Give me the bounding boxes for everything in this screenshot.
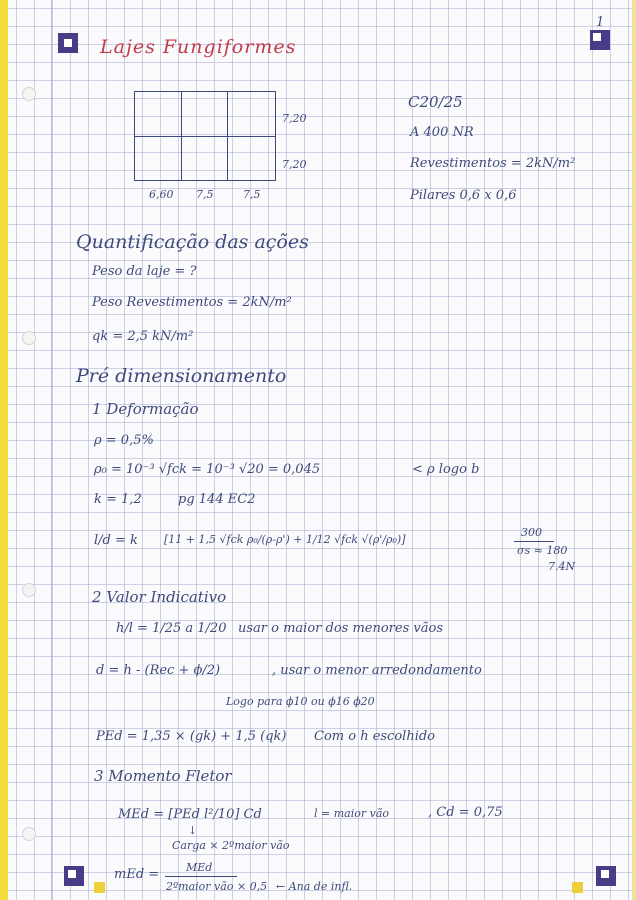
fraction-bar	[514, 541, 554, 542]
section-heading: Quantificação das ações	[76, 231, 309, 253]
subsection-heading: 3 Momento Fletor	[94, 767, 232, 785]
margin-line	[51, 0, 52, 900]
binding-edge	[0, 0, 8, 900]
formula-fraction-num: 300	[521, 526, 542, 539]
page-number: 1	[596, 15, 605, 30]
formula: mEd =	[114, 867, 160, 882]
formula: PEd = 1,35 × (gk) + 1,5 (qk)	[96, 729, 287, 744]
formula-note: ← Ana de infl.	[276, 880, 353, 893]
formula-note: , Cd = 0,75	[428, 805, 503, 820]
formula-note: pg 144 EC2	[178, 492, 256, 507]
formula-note: Com o h escolhido	[314, 729, 436, 744]
page-edge	[632, 0, 636, 900]
formula-note: 7.4N	[548, 560, 576, 573]
text-line: qk = 2,5 kN/m²	[92, 329, 194, 344]
yellow-square-right	[572, 882, 583, 893]
formula: d = h - (Rec + ϕ/2)	[96, 663, 221, 678]
page-title: Lajes Fungiformes	[100, 36, 297, 58]
span-label: 7,20	[282, 112, 307, 125]
formula-note: < ρ logo b	[412, 462, 480, 477]
spec-concrete: C20/25	[408, 93, 463, 111]
span-label: 7,5	[196, 188, 214, 201]
span-label: 7,5	[243, 188, 261, 201]
formula-note: usar o maior dos menores vãos	[238, 621, 443, 636]
formula-fraction-num: MEd	[186, 861, 213, 874]
formula: ρ₀ = 10⁻³ √fck = 10⁻³ √20 = 0,045	[94, 462, 321, 477]
yellow-square-left	[94, 882, 105, 893]
formula-note: , usar o menor arredondamento	[272, 663, 482, 678]
formula-fraction-den: 2ºmaior vão × 0,5	[166, 880, 268, 893]
punch-hole	[22, 583, 36, 597]
fraction-bar	[165, 876, 237, 877]
formula-fraction-den: σs ≈ 180	[517, 544, 568, 557]
punch-hole	[22, 87, 36, 101]
subsection-heading: 2 Valor Indicativo	[92, 588, 227, 606]
corner-marker-bottom-left	[64, 866, 84, 886]
arrow-glyph: ↓	[188, 824, 198, 837]
subsection-heading: 1 Deformação	[92, 400, 199, 418]
formula-note: Carga × 2ºmaior vão	[172, 839, 290, 852]
slab-grid-sketch	[134, 91, 276, 181]
span-label: 6,60	[149, 188, 174, 201]
text-line: Peso Revestimentos = 2kN/m²	[92, 295, 292, 310]
formula: k = 1,2	[94, 492, 142, 507]
formula-note: l = maior vão	[314, 807, 390, 820]
spec-finishes: Revestimentos = 2kN/m²	[410, 156, 576, 171]
formula: ρ = 0,5%	[94, 433, 154, 448]
formula: l/d = k	[94, 533, 138, 548]
corner-marker-top-right	[590, 30, 610, 50]
span-label: 7,20	[282, 158, 307, 171]
spec-columns: Pilares 0,6 x 0,6	[410, 188, 517, 203]
formula: h/l = 1/25 a 1/20	[116, 621, 227, 636]
corner-marker-top-left	[58, 33, 78, 53]
section-heading: Pré dimensionamento	[76, 365, 287, 387]
spec-steel: A 400 NR	[410, 125, 474, 140]
punch-hole	[22, 827, 36, 841]
punch-hole	[22, 331, 36, 345]
formula-note: Logo para ϕ10 ou ϕ16 ϕ20	[226, 695, 375, 708]
formula: [11 + 1,5 √fck ρ₀/(ρ-ρ') + 1/12 √fck √(ρ'/ρ₀)]	[164, 533, 406, 546]
corner-marker-bottom-right	[596, 866, 616, 886]
formula: MEd = [PEd l²/10] Cd	[118, 807, 262, 822]
text-line: Peso da laje = ?	[92, 264, 197, 279]
